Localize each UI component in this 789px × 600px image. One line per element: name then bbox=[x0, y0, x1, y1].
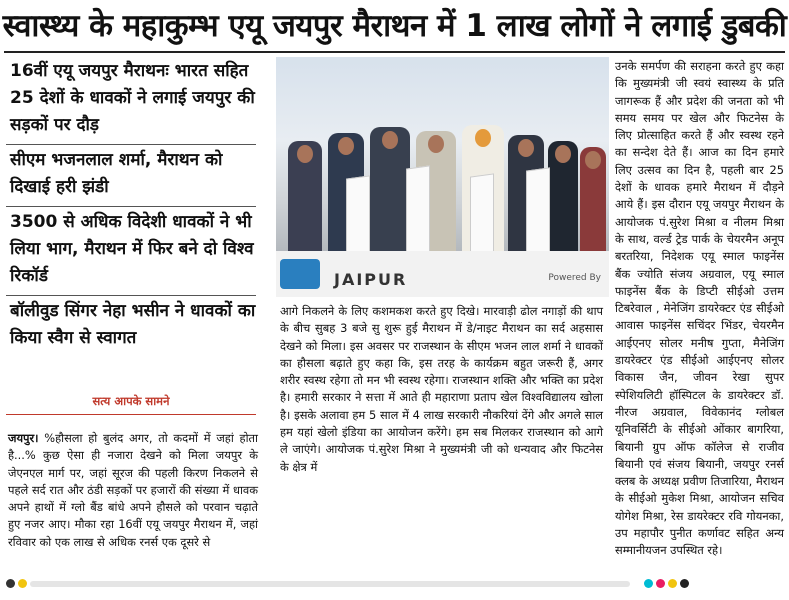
photo-head bbox=[382, 131, 398, 149]
article-column-2: आगे निकलने के लिए कशमकश करते हुए दिखे। मारवाड़ी ढोल नगाड़ों की थाप के बीच सुबह 3 बजे सु शुरू हुई मैराथन में डे/नाइट मैराथन का सर्द अहसास देखने को मिला। इस अवसर पर राजस्थान के सीएम भजन लाल शर्मा ने धावकों का हौसला बढ़ाते हुए कहा कि, इस तरह के कार्यक्रम बहुत जरूरी हैं, अगर शरीर स्वस्थ रहेगा तो मन भी स्वस्थ रहेगा। राजस्थान शक्ति और भक्ति का प्रदेश है। हमारी सरकार ने सत्ता में आते ही महाराणा प्रताप खेल विश्वविद्यालय खोला है। इसके अलावा हम 5 साल में 4 लाख सरकारी नौकरियां देंगे और अगले साल हम यहां खेलो इंडिया का आयोजन करेंगे। हम सब मिलकर राजस्थान को आगे ले जाएंगे। आयोजक पं.सुरेश मिश्रा ने मुख्यमंत्री जी को धन्यवाद और फिटनेस के क्षेत्र में bbox=[280, 304, 603, 474]
headline: स्वास्थ्य के महाकुम्भ एयू जयपुर मैराथन में 1 लाख लोगों ने लगाई डुबकी bbox=[2, 8, 787, 44]
footer-dot bbox=[680, 579, 689, 588]
tagline-rule bbox=[6, 414, 256, 415]
photo-powered-text: Powered By bbox=[548, 273, 601, 283]
photo-flag bbox=[526, 167, 550, 262]
article-column-1 bbox=[8, 430, 258, 551]
subhead-2: सीएम भजनलाल शर्मा, मैराथन को दिखाई हरी झंडी bbox=[6, 145, 256, 207]
subhead-3: 3500 से अधिक विदेशी धावकों ने भी लिया भाग, मैराथन में फिर बने दो विश्व रिकॉर्ड bbox=[6, 207, 256, 296]
subhead-4: बॉलीवुड सिंगर नेहा भसीन ने धावकों का किया स्वैग से स्वागत bbox=[10, 301, 256, 348]
photo-head bbox=[428, 135, 444, 153]
footer-dot bbox=[656, 579, 665, 588]
article-column-3: उनके समर्पण की सराहना करते हुए कहा कि मुख्यमंत्री जी स्वयं स्वास्थ्य के प्रति जागरूक हैं और प्रदेश की जनता को भी समय समय पर खेल और फिटनेस के लिए प्रोत्साहित करते हैं और स्वस्थ रहने का सन्देश देते हैं। आज का दिन हमारे लिए उत्सव का दिन है, पहली बार 25 देशों के धावक हमारे मैराथन में दौड़ने आये हैं। इस दौरान एयू जयपुर मैराथन के आयोजक पं.सुरेश मिश्रा व नीलम मिश्रा के साथ, वर्ल्ड ट्रेड पार्क के चेयरमैन अनूप बरतरिया, निदेशक एयू स्माल फाइनेंस बैंक ज्योति संजय अग्रवाल, एयू स्माल फाइनेंस बैंक के डिप्टी सीईओ उत्तम टिबरेवाल , मेनेजिंग डायरेक्टर एंड सीईओ आवास फाइनेंस सचिंदर भिंडर, चेयरमैन आईएनए सोलर मनीष गुप्ता, मैनेजिंग डायरेक्टर एंड सीईओ आईएनए सोलर विकास जैन, जीवन रेखा सुपर स्पेशियलिटी हॉस्पिटल के डायरेक्टर डॉ. नीरज अग्रवाल, विवेकानंद ग्लोबल यूनिवर्सिटी के सीईओ ओंकार बागरिया, बियानी ग्रुप ऑफ कॉलेज से राजीव बियानी एवं संजय बियानी, जयपुर रनर्स क्लब के अध्यक्ष प्रवीण तिजारिया, मैराथन के सीईओ मुकेश मिश्रा, आयोजन सचिव योगेश मिश्रा, रेस डायरेक्टर रवि गोयनका, उप महापौर पुनीत कर्णावट सहित अन्य सम्मानीयजन उपस्थित रहे। bbox=[615, 59, 784, 558]
footer-dot bbox=[6, 579, 15, 588]
tagline: सत्य आपके सामने bbox=[92, 394, 170, 408]
article-text-1: %हौसला हो बुलंद अगर, तो कदमों में जहां होता है...% कुछ ऐसा ही नजारा देखने को मिला जयपुर के जेएनएल मार्ग पर, जहां सूरज की पहली किरण निकलने से पहले सर्द रात और ठंडी सड़कों पर हजारों की संख्या में धावक अपने हाथों में ग्लो बैंड बांधे अपने हौसले को परवान चढ़ाते हुए नजर आए। मौका रहा 16वीं एयू जयपुर मैराथन में, जहां रविवार को एक लाख से अधिक रनर्स एक दूसरे से bbox=[8, 431, 258, 549]
photo-head bbox=[518, 139, 534, 157]
photo-head bbox=[338, 137, 354, 155]
photo-banner-text: JAIPUR bbox=[334, 270, 408, 289]
headline-rule bbox=[4, 51, 785, 53]
page-footer bbox=[0, 572, 789, 600]
subheads-column bbox=[6, 56, 256, 357]
au-logo-icon bbox=[280, 259, 320, 289]
subhead-1: 16वीं एयू जयपुर मैराथनः भारत सहित 25 देशों के धावकों ने लगाई जयपुर की सड़कों पर दौड़ bbox=[6, 56, 256, 145]
footer-dot bbox=[668, 579, 677, 588]
marathon-photo bbox=[276, 57, 609, 297]
footer-dot bbox=[644, 579, 653, 588]
photo-head bbox=[585, 151, 601, 169]
photo-head bbox=[297, 145, 313, 163]
photo-banner bbox=[276, 251, 609, 297]
photo-head bbox=[475, 129, 491, 147]
scroll-bar[interactable] bbox=[30, 581, 630, 587]
footer-dot bbox=[18, 579, 27, 588]
dateline: जयपुर। bbox=[8, 431, 39, 445]
photo-flag bbox=[406, 165, 430, 260]
photo-head bbox=[555, 145, 571, 163]
